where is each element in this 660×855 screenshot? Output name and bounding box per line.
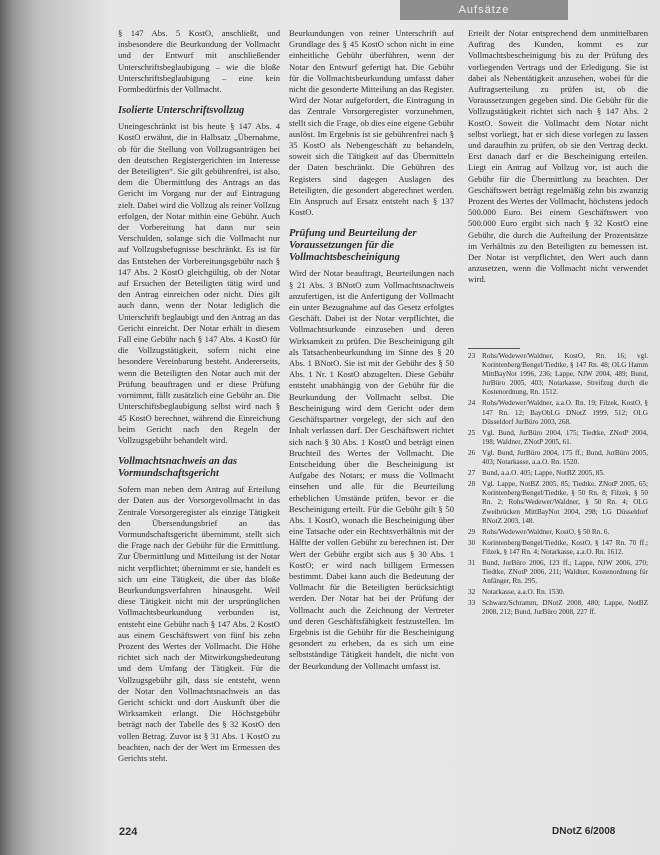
footnote-text: Vgl. Lappe, NotBZ 2005, 85; Tiedtke, ZNotP 2005, 65; Korintenberg/Bengel/Tiedtke, § 50 Rn. 8; Filzek, § 50 Rn. 2; Rohs/Wedewer/Waldner, § 50 Rn. 4; OLG Zweibrücken MittBayNot 2004, 298; LG Düsseldorf RNotZ 2003, 148.	[482, 480, 648, 525]
footnote-number: 23	[468, 352, 476, 360]
footnote-text: Korintenberg/Bengel/Tiedtke, KostO, § 147 Rn. 70 ff.; Filzek, § 147 Rn. 4; Notarkasse, a.a.O. Rn. 1612.	[482, 538, 648, 556]
footnote-number: 32	[468, 588, 476, 597]
footnote	[468, 559, 648, 586]
footnote	[468, 480, 648, 525]
page-number: 224	[119, 826, 138, 838]
footnote-text: Rohs/Wedewer/Waldner, KostO, Rn. 16; vgl. Korintenberg/Bengel/Tiedtke, § 147 Rn. 48; OLG Hamm MittBayNot 1996, 236; Lappe, NJW 2004, 489; Bund, JurBüro 2005, 403; Notarkasse, Streifzug durch die Kostenordnung, Rn. 1512.	[482, 352, 648, 397]
binding-shadow	[0, 0, 108, 855]
footnote-text: Vgl. Bund, JurBüro 2004, 175; Tiedtke, ZNotP 2004, 198; Waldner, ZNotP 2005, 61.	[482, 428, 648, 446]
footnote-number: 28	[468, 480, 476, 489]
text-column-right	[468, 28, 648, 286]
footnote-text: Schwarz/Schramm, DNotZ 2008, 480; Lappe, NotBZ 2008, 212; Bund, JurBüro 2008, 227 ff.	[482, 599, 648, 617]
footnotes	[468, 352, 648, 620]
paragraph: Beurkundungen von reiner Unterschrift auf Grundlage des § 45 KostO schon nicht in eine einheitliche Gebühr überführen, wenn der Notar den Entwurf gefertigt hat. Die Gebühr für die Vollmachtsbeurkundung umfasst daher nicht die gesonderte Mitteilung an das Register. Wird der Notar aufgefordert, die Eintragung in das Zentrale Vorsorgeregister vorzunehmen, stellt sich die Frage, ob dies eine eigene Gebühr auslöst. Im Ergebnis ist sie gebührenfrei nach § 35 KostO als Nebengeschäft zu behandeln, soweit sich die Tätigkeit auf das Übermitteln der Daten beschränkt. Die Gebühren des Registers sind dagegen Auslagen des Beteiligten, die gesondert abgerechnet werden. Ein Anspruch auf Ersatz entsteht nach § 137 KostO.	[289, 28, 454, 218]
footnote-text: Vgl. Bund, JurBüro 2004, 175 ff.; Bund, JurBüro 2005, 403; Notarkasse, a.a.O. Rn. 1520.	[482, 448, 648, 467]
footnote-number: 26	[468, 448, 476, 457]
footnote-text: Bund, JurBüro 2006, 123 ff.; Lappe, NJW 2006, 270; Tiedtke, ZNotP 2006, 211; Waldner, Kostenordnung für Anfänger, Rn. 295.	[482, 558, 648, 586]
footnote	[468, 528, 648, 537]
footnote	[468, 429, 648, 447]
section-heading: Vollmachtsnachweis an das Vormundschaftsgericht	[118, 456, 238, 480]
section-heading: Prüfung und Beurteilung der Voraussetzungen für die Vollmachtsbescheinigung	[289, 228, 417, 264]
paragraph: Wird der Notar beauftragt, Beurteilungen nach § 21 Abs. 3 BNotO zum Vollmachtsnachweis anzufertigen, ist die Anfertigung der Vollmacht ein unter Bezugnahme auf das Gesetz erfolgtes Geschäft. Dabei ist der Notar verpflichtet, die Vollmachtsurkunde einzusehen und deren Wirksamkeit zu prüfen. Die Bescheinigung gilt als Tatsachenbeurkundung im Sinne des § 20 Abs. 1 BNotO. Sie ist mit der Gebühr des § 50 Abs. 1 Nr. 1 KostO abzugelten. Diese Gebühr entsteht unabhängig von der Gebühr für die Beurkundung der Vollmacht selbst. Die Bescheinigung wird dem Gericht oder dem Geschäftspartner vorgelegt, der sich auf den Inhalt verlassen darf. Der Geschäftswert richtet sich nach § 30 Abs. 1 KostO und beträgt einen Bruchteil des Wertes der Vollmacht. Die Entscheidung über die Bescheinigung ist Aufgabe des Notars; er muss die Vollmacht einsehen und alle für die Beurteilung erheblichen Umstände prüfen, bevor er die Bescheinigung erteilt. Für die Gebühr gilt § 50 Abs. 1 KostO, wonach die Bescheinigung über eine Tatsache oder ein Rechtsverhältnis mit der Hälfte der vollen Gebühr zu berechnen ist. Der Wert der Gebühr ergibt sich aus § 30 Abs. 1 KostO; er wird nach billigem Ermessen bestimmt. Dabei kann auch die Bedeutung der Vollmacht für die Beteiligten berücksichtigt werden. Der Notar hat bei der Prüfung der Vollmacht auch die Zeichnung der Vertreter und deren Geschäftsfähigkeit festzustellen. Im Ergebnis ist die Gebühr für die Bescheinigung gesondert zu erheben, da es sich um eine selbstständige Tätigkeit handelt, die nicht von der Beurkundung der Vollmacht umfasst ist.	[289, 268, 454, 671]
footnote-number: 33	[468, 599, 476, 608]
footnote-divider	[468, 348, 520, 349]
text-column-middle	[289, 28, 454, 672]
section-heading: Isolierte Unterschriftsvollzug	[118, 105, 245, 117]
paragraph: Erteilt der Notar entsprechend dem unmittelbaren Auftrag des Kunden, kommt es zur Vollmachtsbescheinigung bis zu der Prüfung des vorliegenden Vertrags und der Erledigung. Sie ist dabei als Nebentätigkeit anzusehen, wobei für die Auftragserteilung zu prüfen ist, ob die Voraussetzungen gegeben sind. Die Gebühr für die Vollzugstätigkeit richtet sich nach § 147 Abs. 2 KostO. Soweit die Vollmacht dem Notar nicht selbst vorliegt, hat er sich diese vorlegen zu lassen und daraufhin zu prüfen, ob sie den Vertrag deckt. Erst danach darf er die Bescheinigung erteilen. Liegt ein Antrag auf Vollzug vor, ist auch die Gebühr für die Übermittlung zu beachten. Der Geschäftswert beträgt regelmäßig zehn bis zwanzig Prozent des Wertes der Vollmacht, höchstens jedoch 500.000 Euro. Bei einem Geschäftswert von 500.000 Euro ergibt sich nach § 32 KostO eine Gebühr, die durch die Aufteilung der Prozentsätze im Verhältnis zu den Beteiligten zu bemessen ist. Der Notar ist verpflichtet, den Wert auch dann anzusetzen, wenn die Vollmacht nicht verwendet wird.	[468, 28, 648, 285]
footnote-text: Bund, a.a.O. 405; Lappe, NotBZ 2005, 85.	[482, 469, 605, 478]
journal-reference: DNotZ 6/2008	[552, 826, 616, 837]
footnote-number: 30	[468, 538, 476, 547]
footnote-text: Notarkasse, a.a.O. Rn. 1530.	[482, 588, 565, 597]
paragraph: Uneingeschränkt ist bis heute § 147 Abs. 4 KostO erwähnt, die in Halbsatz „Übernahme, ob für die Stellung von Vollzugsanträgen bei den deutschen Registergerichten im Interesse der Beteiligten“. Sie gilt gebührenfrei, ist also, dem die Übermittlung des Antrags an das Gericht im Vorgang nur der auf Eintragung zielt. Dabei wird die Vollzug als reiner Vollzug erfolgen, der Notar mithin eine Gebühr. Auch der Vorbereitung hat dann nur sein Verschulden, solange sich die Vollmacht nur auf Vollzugsbefugnisse beschränkt. Es ist für das Entstehen der Vorbereitungsgebühr nach § 147 Abs. 2 KostO gleichgültig, ob der Notar auf Ersuchen der Beteiligten tätig wird und den Antrag einreichen oder nicht. Dies gilt auch dann, wenn der Notar lediglich die Unterschrift beglaubigt und den Antrag an das Gericht einreicht. Der Notar erhält in diesem Fall eine Gebühr nach § 147 Abs. 4 KostO für die Vollzugstätigkeit, sofern nicht eine besondere Vereinbarung besteht. Andererseits, wenn die Beteiligten den Notar auch mit der Prüfung beauftragen und er diese Prüfung vornimmt, fällt zusätzlich eine Gebühr an. Die Unterschiftsbeglaubigung selbst wird nach § 45 KostO berechnet, während die Einreichung beim Gericht nach den Regeln der Vollzugsgebühr behandelt wird.	[118, 121, 280, 445]
footnote-number: 31	[468, 558, 476, 567]
footnote-number: 24	[468, 399, 476, 408]
footnote-text: Rohs/Wedewer/Waldner, a.a.O. Rn. 19; Filzek, KostO, § 147 Rn. 12; BayObLG DNotZ 1999, 512; OLG Düsseldorf JurBüro 2003, 268.	[482, 399, 648, 426]
text-column-left	[118, 28, 280, 764]
footnote	[468, 352, 648, 397]
footnote	[468, 588, 648, 597]
footnote-number: 25	[468, 428, 476, 437]
footnote	[468, 539, 648, 557]
paragraph: Sofern man neben dem Antrag auf Erteilung der Daten aus der Vorsorgevollmacht in das Zentrale Vorsorgeregister als einzige Tätigkeit den Übersendungsbrief an das Vormundschaftsgericht übernimmt, stellt sich die Frage nach der Gebühr für die Ermittlung. Zur Übermittlung und Mitteilung ist der Notar nicht verpflichtet; übernimmt er sie, handelt es sich um eine Tätigkeit, die über das bloße Beurkundungsverfahren hinausgeht. Weil diese Tätigkeit nicht mit der ursprünglichen Vollmachtsbeurkundung verbunden ist, entsteht eine Gebühr nach § 147 Abs. 2 KostO aus einem Geschäftswert von fünf bis zehn Prozent des Wertes der Vollmacht. Die Höhe richtet sich nach der Mitwirkungsbedeutung und dem Umfang der Tätigkeit. Für die Vollzugsgebühr gilt, dass sie entsteht, wenn der Notar den Vollmachtsnachweis an das Gericht schickt und dort Auskunft über die Wirksamkeit erlangt. Die Höchstgebühr beträgt nach der Tabelle des § 32 KostO den vollen Betrag. Zuvor ist § 31 Abs. 1 KostO zu beachten, nach der der Wert im Ermessen des Gerichts steht.	[118, 484, 280, 763]
section-rubric: Aufsätze	[400, 0, 568, 20]
footnote	[468, 599, 648, 617]
paragraph: § 147 Abs. 5 KostO, anschließt, und insbesondere die Beurkundung der Vollmacht und der Entwurf mit anschließender Unterschriftsbeglaubigung – wie die bloße Unterschriftsbeglaubigung – eine kein Formbedürfnis der Vollmacht.	[118, 28, 280, 95]
footnote	[468, 469, 648, 478]
footnote-number: 29	[468, 527, 476, 536]
footnote	[468, 449, 648, 467]
footnote-number: 27	[468, 469, 476, 478]
footnote	[468, 399, 648, 426]
footnote-text: Rohs/Wedewer/Waldner, KostO, § 50 Rn. 6.	[482, 527, 610, 536]
